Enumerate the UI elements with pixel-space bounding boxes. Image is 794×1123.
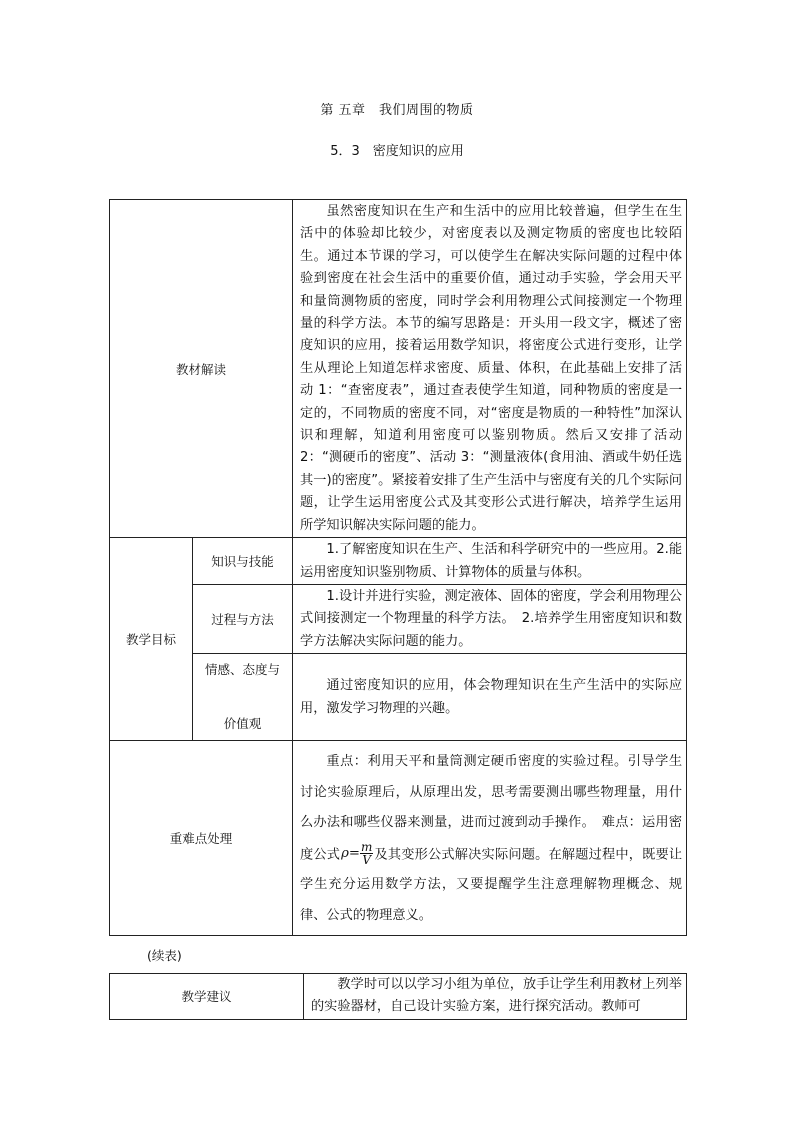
emotion-content: 通过密度知识的应用，体会物理知识在生产生活中的实际应用，激发学习物理的兴趣。	[293, 654, 687, 741]
continued-label: (续表)	[147, 948, 182, 963]
textbook-label: 教材解读	[110, 200, 293, 538]
suggest-label: 教学建议	[110, 974, 304, 1020]
continued-table	[109, 973, 687, 1020]
textbook-content: 虽然密度知识在生产和生活中的应用比较普遍，但学生在生活中的体验却比较少，对密度表以及测定物质的密度也比较陌生。通过本节课的学习，可以使学生在解决实际问题的过程中体验到密度在社会生活中的重要价值，通过动手实验，学会用天平和量筒测物质的密度，同时学会利用物理公式间接测定一个物理量的科学方法。本节的编写思路是：开头用一段文字，概述了密度知识的应用，接着运用数学知识，将密度公式进行变形，让学生从理论上知道怎样求密度、质量、体积，在此基础上安排了活动 1：“查密度表”，通过查表使学生知道，同种物质的密度是一定的，不同物质的密度不同，对“密度是物质的一种特性”加深认识和理解，知道利用密度可以鉴别物质。然后又安排了活动 2：“测硬币的密度”、活动 3：“测量液体(食用油、酒或牛奶任选其一)的密度”。紧接着安排了生产生活中与密度有关的几个实际问题，让学生运用密度公式及其变形公式进行解决，培养学生运用所学知识解决实际问题的能力。	[293, 200, 687, 538]
formula-rho: ρ=	[341, 845, 360, 861]
density-formula	[341, 839, 373, 870]
lesson-plan-table	[109, 199, 687, 936]
table-row	[110, 741, 687, 936]
key-label: 重难点处理	[110, 741, 293, 936]
knowledge-label: 知识与技能	[193, 538, 293, 585]
suggest-content: 教学时可以以学习小组为单位，放手让学生利用教材上列举的实验器材，自己设计实验方案，进行探究活动。教师可	[304, 974, 687, 1020]
formula-numerator: m	[360, 839, 373, 854]
formula-denominator: V	[362, 852, 371, 867]
section-title: 5．3 密度知识的应用	[330, 144, 464, 159]
table-row	[110, 654, 687, 741]
process-content: 1.设计并进行实验，测定液体、固体的密度，学会利用物理公式间接测定一个物理量的科学方法。 2.培养学生用密度知识和数学方法解决实际问题的能力。	[293, 584, 687, 653]
table-row	[110, 974, 687, 1020]
emotion-label	[193, 654, 293, 741]
key-text-after: 及其变形公式解决实际问题。在解题过程中，既要让学生充分运用数学方法，又要提醒学生注意理解物理概念、规律、公式的物理意义。	[300, 846, 683, 923]
emotion-label-line2: 价值观	[223, 716, 262, 732]
emotion-label-line1: 情感、态度与	[205, 662, 281, 678]
process-label: 过程与方法	[193, 584, 293, 653]
key-text-before: 重点：利用天平和量筒测定硬币密度的实验过程。引导学生讨论实验原理后，从原理出发，思考需要测出哪些物理量，用什么办法和哪些仪器来测量，进而过渡到动手操作。 难点：运用密度公式	[300, 754, 683, 862]
key-content	[293, 741, 687, 936]
formula-fraction	[360, 841, 373, 866]
knowledge-content: 1.了解密度知识在生产、生活和科学研究中的一些应用。2.能运用密度知识鉴别物质、计算物体的质量与体积。	[293, 538, 687, 585]
chapter-title: 第 五章 我们周围的物质	[320, 103, 474, 118]
goals-label: 教学目标	[110, 538, 193, 741]
table-row	[110, 538, 687, 585]
table-row	[110, 584, 687, 653]
table-row	[110, 200, 687, 538]
